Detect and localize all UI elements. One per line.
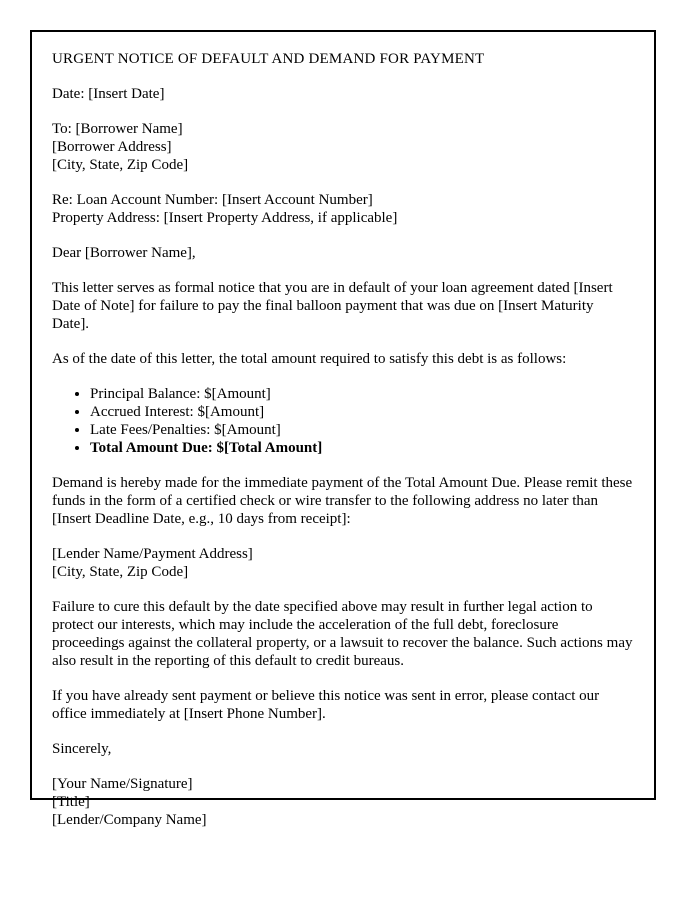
payment-address-line1: [Lender Name/Payment Address] [52, 546, 253, 562]
signature-company-line: [Lender/Company Name] [52, 812, 207, 828]
reference-block [52, 191, 634, 227]
letter-title: URGENT NOTICE OF DEFAULT AND DEMAND FOR PAYMENT [52, 51, 485, 67]
signature-block [52, 775, 634, 829]
recipient-block [52, 120, 634, 174]
paragraph-contact: If you have already sent payment or believe this notice was sent in error, please contact our office immediately at [Insert Phone Number]. [52, 688, 600, 722]
recipient-to-line: To: [Borrower Name] [52, 121, 183, 137]
paragraph-amounts-intro: As of the date of this letter, the total amount required to satisfy this debt is as follows: [52, 351, 567, 367]
payment-address-block [52, 545, 634, 581]
signature-title-line: [Title] [52, 794, 90, 810]
payment-address-line2: [City, State, Zip Code] [52, 564, 189, 580]
signature-name-line: [Your Name/Signature] [52, 776, 193, 792]
amount-interest: • Accrued Interest: $[Amount] [90, 403, 634, 421]
closing: Sincerely, [52, 741, 112, 757]
amount-late-fees: • Late Fees/Penalties: $[Amount] [90, 421, 634, 439]
paragraph-default-notice: This letter serves as formal notice that you are in default of your loan agreement dated [Insert Date of Note] for failure to pay the final balloon payment that was due on [Insert Maturity Date]. [52, 280, 613, 332]
amounts-list [52, 385, 634, 457]
recipient-city-line: [City, State, Zip Code] [52, 157, 189, 173]
reference-account-line: Re: Loan Account Number: [Insert Account Number] [52, 192, 373, 208]
date-line: Date: [Insert Date] [52, 86, 165, 102]
salutation: Dear [Borrower Name], [52, 245, 196, 261]
amount-principal: • Principal Balance: $[Amount] [90, 385, 634, 403]
reference-property-line: Property Address: [Insert Property Address, if applicable] [52, 210, 398, 226]
amount-total-due: • Total Amount Due: $[Total Amount] [90, 439, 634, 457]
paragraph-failure-to-cure: Failure to cure this default by the date specified above may result in further legal action to protect our interests, which may include the acceleration of the full debt, foreclosure proceedings against the collateral property, or a lawsuit to recover the balance. Such actions may also result in the reporting of this default to credit bureaus. [52, 599, 633, 669]
paragraph-demand: Demand is hereby made for the immediate payment of the Total Amount Due. Please remit these funds in the form of a certified check or wire transfer to the following address no later than [Insert Deadline Date, e.g., 10 days from receipt]: [52, 475, 633, 527]
recipient-address-line: [Borrower Address] [52, 139, 172, 155]
letter-container [30, 30, 656, 828]
